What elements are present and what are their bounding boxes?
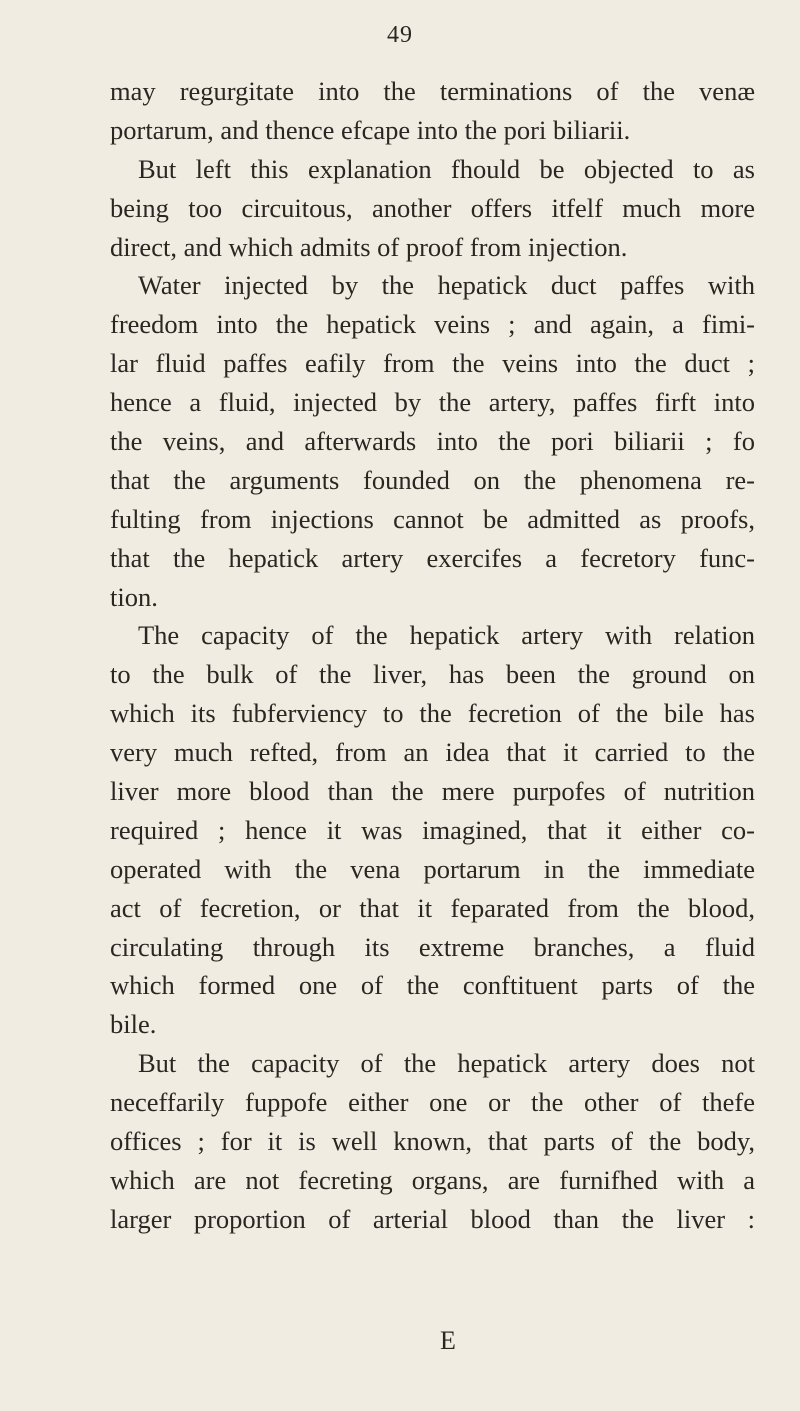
text-line: the veins, and afterwards into the pori biliarii ; fo: [110, 426, 755, 457]
text-line: circulating through its extreme branches, a fluid: [110, 931, 755, 962]
text-line: required ; hence it was imagined, that it either co-: [110, 814, 755, 845]
text-line: tion.: [110, 581, 158, 612]
text-line: that the hepatick artery exercifes a fecretory func-: [110, 542, 755, 573]
text-line: which are not fecreting organs, are furnifhed with a: [110, 1164, 755, 1195]
text-line: larger proportion of arterial blood than the liver :: [110, 1203, 755, 1234]
text-line: hence a fluid, injected by the artery, paffes firft into: [110, 387, 755, 418]
text-line: But the capacity of the hepatick artery does not: [138, 1048, 755, 1079]
catchword: E: [440, 1326, 456, 1355]
text-line: which its fubferviency to the fecretion of the bile has: [110, 698, 755, 729]
text-line: fulting from injections cannot be admitted as proofs,: [110, 503, 755, 534]
text-line: very much refted, from an idea that it carried to the: [110, 737, 755, 768]
text-line: which formed one of the conftituent parts of the: [110, 970, 755, 1001]
text-line: operated with the vena portarum in the immediate: [110, 853, 755, 884]
text-line: But left this explanation fhould be objected to as: [138, 153, 755, 184]
page-number: 49: [387, 22, 413, 48]
text-line: direct, and which admits of proof from injection.: [110, 231, 628, 262]
text-line: lar fluid paffes eafily from the veins into the duct ;: [110, 348, 755, 379]
text-line: bile.: [110, 1009, 157, 1040]
text-line: freedom into the hepatick veins ; and again, a fimi-: [110, 309, 755, 340]
text-line: that the arguments founded on the phenomena re-: [110, 464, 755, 495]
text-line: act of fecretion, or that it feparated from the blood,: [110, 892, 755, 923]
text-line: Water injected by the hepatick duct paffes with: [138, 270, 755, 301]
text-line: The capacity of the hepatick artery with relation: [138, 620, 755, 651]
text-line: being too circuitous, another offers itfelf much more: [110, 192, 755, 223]
text-line: neceffarily fuppofe either one or the other of thefe: [110, 1087, 755, 1118]
body-text: [110, 72, 755, 1239]
text-line: offices ; for it is well known, that parts of the body,: [110, 1126, 755, 1157]
text-line: to the bulk of the liver, has been the ground on: [110, 659, 755, 690]
text-line: liver more blood than the mere purpofes of nutrition: [110, 776, 755, 807]
text-line: portarum, and thence efcape into the pori biliarii.: [110, 114, 631, 145]
text-line: may regurgitate into the terminations of the venæ: [110, 76, 755, 106]
